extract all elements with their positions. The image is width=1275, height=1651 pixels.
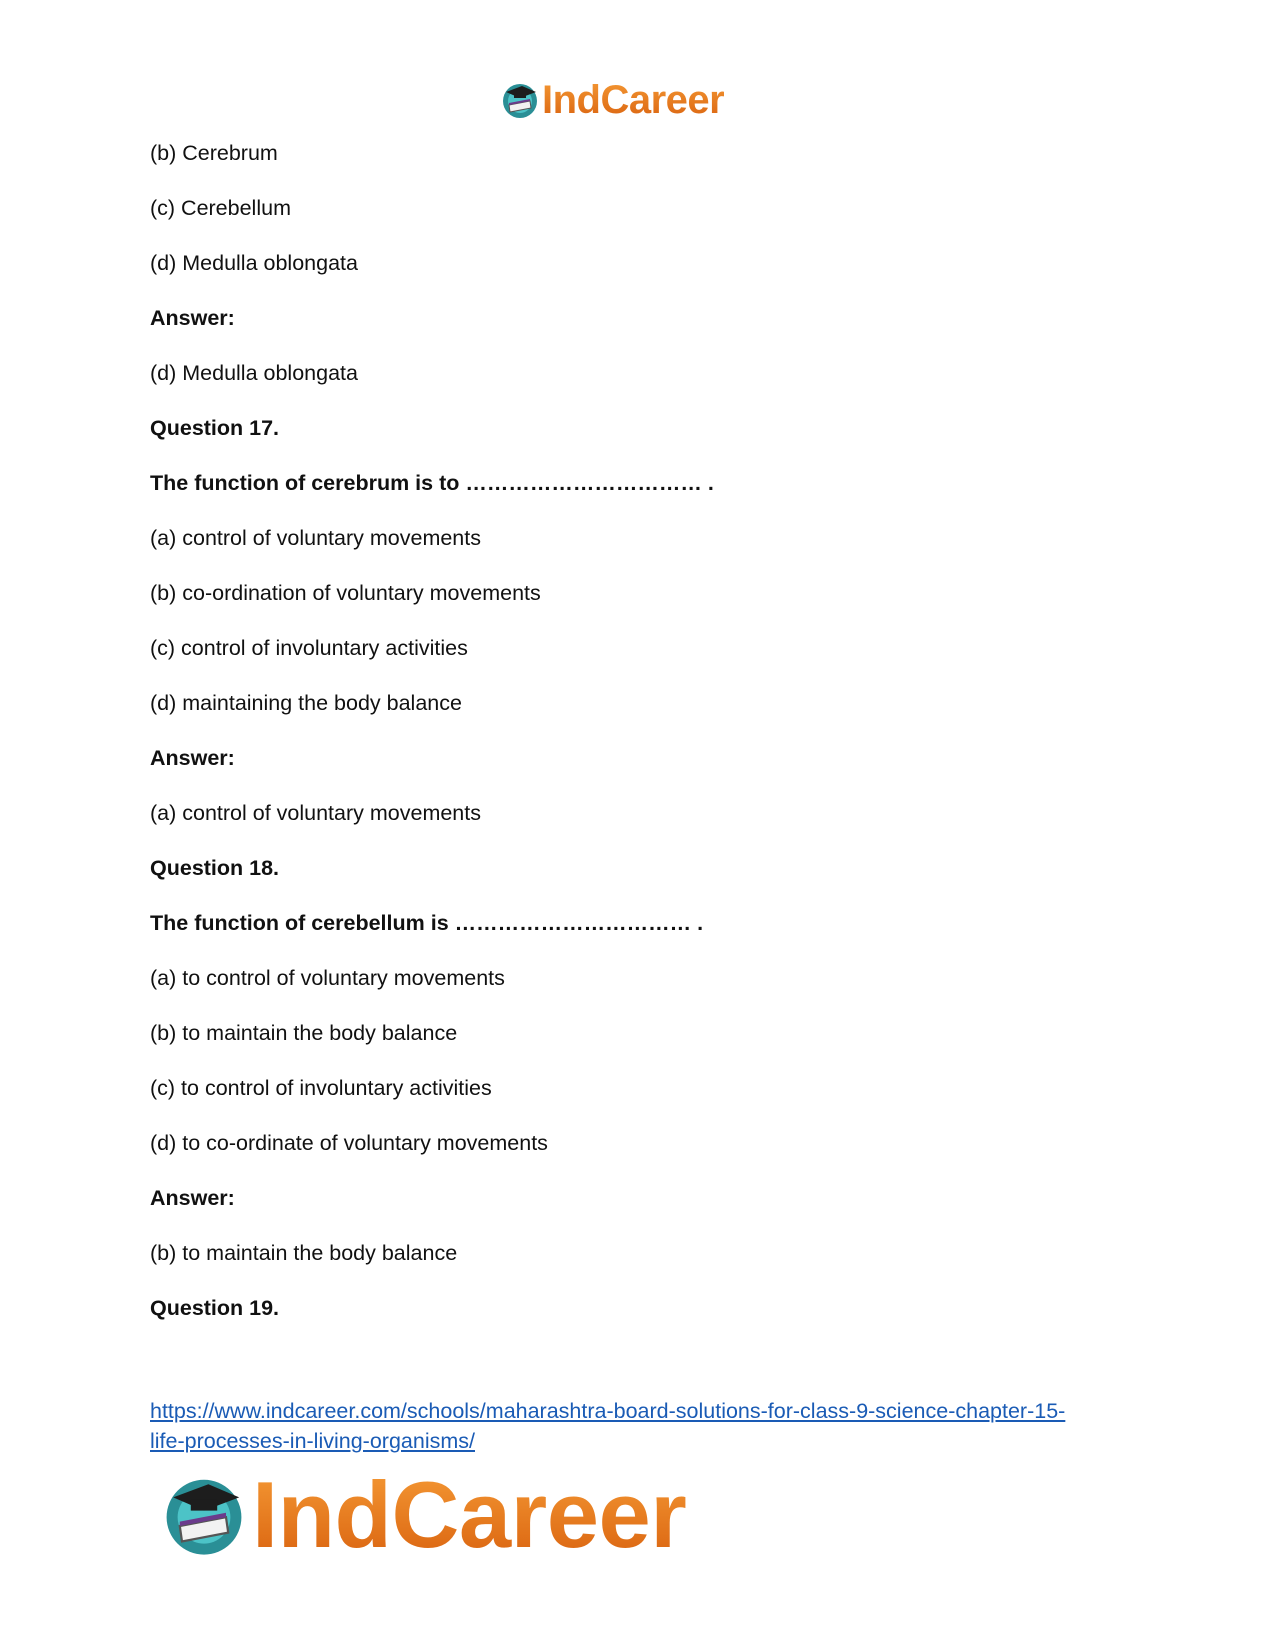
option-line: (d) to co-ordinate of voluntary movements	[150, 1131, 548, 1155]
answer-label: Answer:	[150, 746, 235, 770]
option-line: (b) co-ordination of voluntary movements	[150, 581, 541, 605]
footer-url-link[interactable]	[150, 1396, 1140, 1456]
footer-url-line-1[interactable]: https://www.indcareer.com/schools/maharashtra-board-solutions-for-class-9-science-chapter-15-	[150, 1399, 1066, 1423]
option-line: (c) control of involuntary activities	[150, 636, 468, 660]
header-logo-text: IndCareer	[542, 78, 725, 122]
option-line: (a) control of voluntary movements	[150, 526, 481, 550]
option-line: (b) to maintain the body balance	[150, 1021, 458, 1045]
option-line: (d) Medulla oblongata	[150, 251, 358, 275]
graduation-globe-icon	[500, 80, 540, 120]
option-line: (d) maintaining the body balance	[150, 691, 462, 715]
footer-logo-text: IndCareer	[252, 1462, 687, 1567]
question-text: The function of cerebrum is to …………………………… .	[150, 471, 714, 495]
option-line: (a) to control of voluntary movements	[150, 966, 505, 990]
option-line: (b) to maintain the body balance	[150, 1241, 458, 1265]
option-line: (d) Medulla oblongata	[150, 361, 358, 385]
question-number: Question 17.	[150, 416, 280, 440]
graduation-globe-icon	[160, 1471, 248, 1559]
option-line: (c) to control of involuntary activities	[150, 1076, 492, 1100]
answer-label: Answer:	[150, 1186, 235, 1210]
footer-logo	[160, 1462, 687, 1567]
answer-label: Answer:	[150, 306, 235, 330]
question-number: Question 18.	[150, 856, 280, 880]
option-line: (a) control of voluntary movements	[150, 801, 481, 825]
footer-url-line-2[interactable]: life-processes-in-living-organisms/	[150, 1429, 475, 1453]
question-number: Question 19.	[150, 1296, 280, 1320]
question-text: The function of cerebellum is …………………………… .	[150, 911, 704, 935]
option-line: (c) Cerebellum	[150, 196, 291, 220]
option-line: (b) Cerebrum	[150, 141, 278, 165]
document-body	[150, 140, 1130, 1350]
header-logo	[500, 78, 724, 122]
